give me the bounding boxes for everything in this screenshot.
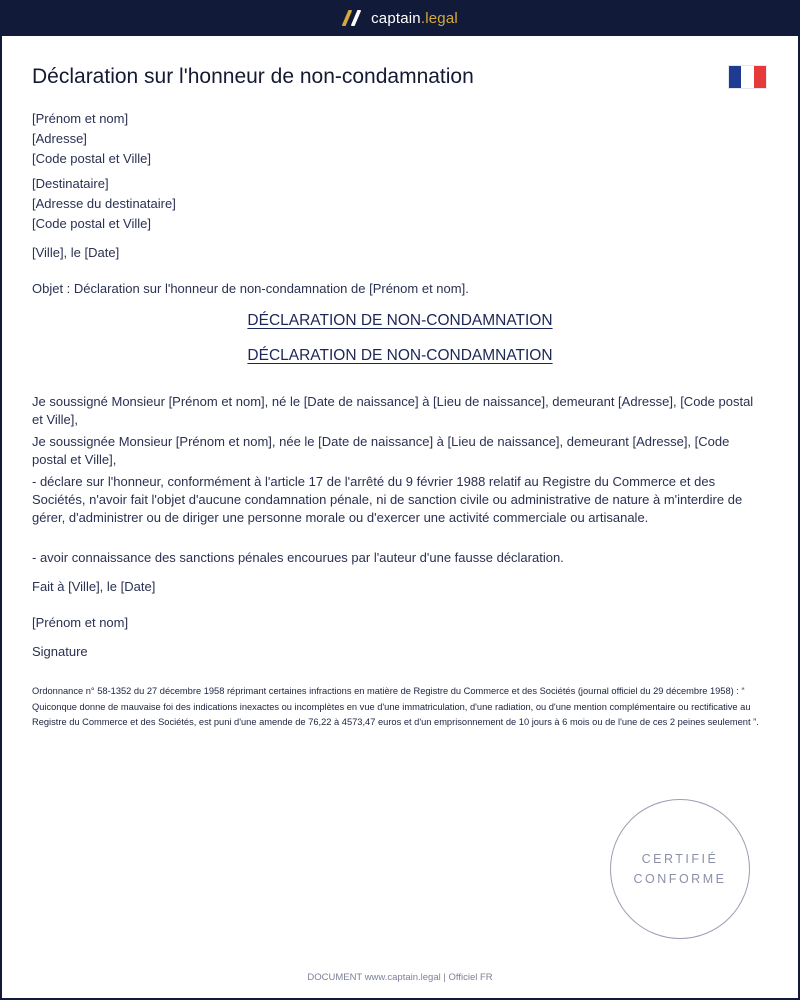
- declaration-heading: DÉCLARATION DE NON-CONDAMNATION: [247, 312, 553, 329]
- stamp-line-2: CONFORME: [633, 872, 727, 886]
- sender-postal-city: [Code postal et Ville]: [32, 151, 151, 166]
- document-title: Déclaration sur l'honneur de non-condamnation: [32, 65, 474, 88]
- recipient-postal-city: [Code postal et Ville]: [32, 216, 151, 231]
- recipient-address: [Adresse du destinataire]: [32, 196, 176, 211]
- document-page: [2, 36, 798, 998]
- object-label: Objet :: [32, 281, 71, 296]
- declaration-heading-repeat: DÉCLARATION DE NON-CONDAMNATION: [247, 347, 553, 364]
- signature-label: Signature: [32, 644, 88, 659]
- done-at: Fait à [Ville], le [Date]: [32, 579, 156, 594]
- sender-address: [Adresse]: [32, 131, 87, 146]
- sender-name: [Prénom et nom]: [32, 111, 129, 126]
- brand-name: [371, 10, 458, 27]
- brand-name-main: captain: [371, 9, 421, 27]
- france-flag-icon: [728, 65, 767, 89]
- stamp-line-1: CERTIFIÉ: [641, 852, 719, 866]
- recipient-name: [Destinataire]: [32, 176, 109, 191]
- declarant-male-paragraph: Je soussigné Monsieur [Prénom et nom], né le [Date de naissance] à [Lieu de naissance], demeurant [Adresse], [Code postal et Ville],: [32, 394, 754, 427]
- page-footer: DOCUMENT www.captain.legal | Officiel FR: [307, 972, 493, 983]
- sanctions-clause: - avoir connaissance des sanctions pénales encourues par l'auteur d'une fausse déclaration.: [32, 550, 564, 565]
- legal-note: Ordonnance n° 58-1352 du 27 décembre 1958 réprimant certaines infractions en matière de Registre du Commerce et des Sociétés (journal officiel du 29 décembre 1958) : “ Quiconque donne de mauvaise foi des indications inexactes ou incomplètes en vue d'une immatriculation, d'une radiation, ou d'une mention complémentaire ou rectificative au Registre du Commerce et des Sociétés, est puni d'une amende de 76,22 à 4573,47 euros et d'un emprisonnement de 10 jours à 6 mois ou de l'une de ces 2 peines seulement ”.: [32, 686, 759, 727]
- certified-stamp: [610, 799, 750, 939]
- top-bar: [0, 0, 800, 36]
- signer-name: [Prénom et nom]: [32, 615, 129, 630]
- object-line: [32, 281, 469, 297]
- captain-legal-logo-icon: [342, 10, 362, 26]
- place-date: [Ville], le [Date]: [32, 245, 120, 260]
- brand-name-accent: .legal: [420, 9, 458, 27]
- object-text: Déclaration sur l'honneur de non-condamnation de [Prénom et nom].: [73, 281, 469, 296]
- brand[interactable]: [342, 10, 458, 27]
- declaration-clause: - déclare sur l'honneur, conformément à l'article 17 de l'arrêté du 9 février 1988 relatif au Registre du Commerce et des Sociétés, n'avoir fait l'objet d'aucune condamnation pénale, ni de sanction civile ou administrative de nature à m'interdire de gérer, d'administrer ou de diriger une personne morale ou d'exercer une activité commerciale ou artisanale.: [32, 474, 743, 525]
- declarant-female-paragraph: Je soussignée Monsieur [Prénom et nom], née le [Date de naissance] à [Lieu de naissance], demeurant [Adresse], [Code postal et Ville],: [32, 434, 730, 467]
